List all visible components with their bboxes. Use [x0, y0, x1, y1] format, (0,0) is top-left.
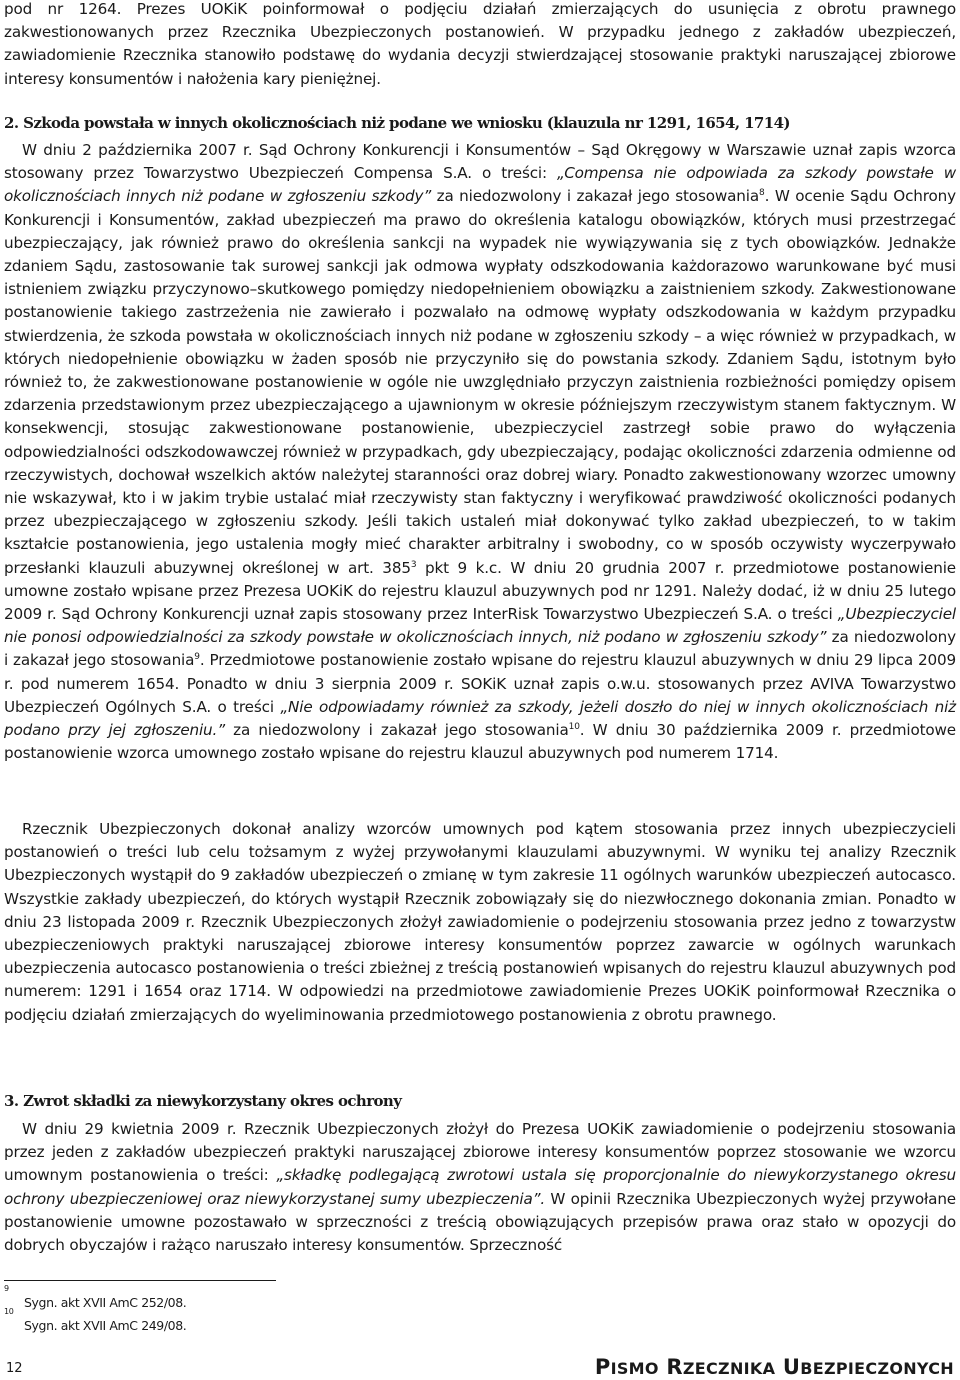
- quote-interrisk: „Ubezpieczyciel nie ponosi odpowiedzialności za szkody powstałe w okolicznościach innych, niż podano w zgłoszeniu szkody”: [4, 605, 956, 647]
- footnote-separator: [4, 1280, 276, 1281]
- section-3-heading: 3. Zwrot składki za niewykorzystany okres ochrony: [4, 1092, 402, 1110]
- section-2-heading: 2. Szkoda powstała w innych okolicznościach niż podane we wniosku (klauzula nr 1291, 1654, 1714): [4, 114, 790, 132]
- quote-aviva: „Nie odpowiadamy również za szkody, jeżeli doszło do niej w innych okolicznościach niż podano przy jej zgłoszeniu.”: [4, 697, 956, 740]
- paragraph-intro: pod nr 1264. Prezes UOKiK poinformował o podjęciu działań zmierzających do usunięcia z obrotu prawnego zakwestionowanych przez Rzecznika Ubezpieczonych postanowień. W przypadku jednego z zakładów ubezpieczeń, zawiadomienie Rzecznika stanowiło podstawę do wydania decyzji stwierdzającej stosowanie praktyki naruszającej zbiorowe interesy konsumentów i nałożenia kary pieniężnej.: [4, 0, 956, 88]
- section-2-paragraph-1: W dniu 2 października 2007 r. Sąd Ochrony Konkurencji i Konsumentów – Sąd Okręgowy w Warszawie uznał zapis wzorca stosowany przez Towarzystwo Ubezpieczeń Compensa S.A. o treści: „Compensa nie odpowiada za szkody powstałe w okolicznościach innych niż podane w zgłoszeniu szkody” za niedozwolony i zakazał jego stosowania$^8$. W ocenie Sądu Ochrony Konkurencji i Konsumentów, zakład ubezpieczeń ma prawo do określenia katalogu obowiązków, których musi przestrzegać ubezpieczający, jak również prawo do określenia sankcji na wypadek nie wywiązywania się z tych obowiązków. Jednakże zdaniem Sądu, zastosowanie tak surowej sankcji jak odmowa wypłaty odszkodowania każdorazowo warunkowane być musi istnieniem związku przyczynowo–skutkowego pomiędzy niedopełnieniem obowiązku a zaistnieniem szkody. Zakwestionowane postanowienie takiego zastrzeżenia nie zawierało i pozwalało na odmowę wypłaty odszkodowania w każdym przypadku stwierdzenia, że szkoda powstała w okolicznościach innych niż podane w zgłoszeniu szkody – a więc również w przypadkach, w których niedopełnienie obowiązku w żaden sposób nie przyczyniło się do powstania szkody. Zdaniem Sądu, istotnym było również to, że zakwestionowane postanowienie w ogóle nie uwzględniało przyczyn zaistnienia rozbieżności pomiędzy opisem zdarzenia przedstawionym przez ubezpieczającego a ujawnionym w okresie późniejszym rzeczywistym stanem faktycznym. W konsekwencji, stosując zakwestionowane postanowienie, ubezpieczyciel zastrzegł sobie prawo do wyłączenia odpowiedzialności odszkodowawczej również w przypadkach, gdy ubezpieczający, podając okoliczności zdarzenia odmienne od rzeczywistych, dochował wszelkich aktów należytej staranności oraz dobrej wiary. Ponadto zakwestionowany wzorzec umowny nie wskazywał, kto i w jakim trybie ustalać miał rzeczywisty stan faktyczny i weryfikować prawdziwość okoliczności podanych przez ubezpieczającego w zgłoszeniu szkody. Jeśli takich ustaleń miał dokonywać tylko zakład ubezpieczeń, to w takim kształcie postanowienia, jego ustalenia mogły mieć charakter arbitralny i swobodny, co w sposób oczywisty wyczerpywało przesłanki klauzuli abuzywnej określonej w art. $385^3$ pkt 9 k.c. W dniu 20 grudnia 2007 r. przedmiotowe postanowienie umowne zostało wpisane przez Prezesa UOKiK do rejestru klauzul abuzywnych pod nr 1291. Należy dodać, iż w dniu 25 lutego 2009 r. Sąd Ochrony Konkurencji uznał zapis stosowany przez InterRisk Towarzystwo Ubezpieczeń S.A. o treści „Ubezpieczyciel nie ponosi odpowiedzialności za szkody powstałe w okolicznościach innych, niż podano w zgłoszeniu szkody” za niedozwolony i zakazał jego stosowania$^9$. Przedmiotowe postanowienie zostało wpisane do rejestru klauzul abuzywnych w dniu 29 lipca 2009 r. pod numerem 1654. Ponadto w dniu 3 sierpnia 2009 r. SOKiK uznał zapis o.w.u. stosowanych przez AVIVA Towarzystwo Ubezpieczeń Ogólnych S.A. o treści „Nie odpowiadamy również za szkody, jeżeli doszło do niej w innych okolicznościach niż podano przy jej zgłoszeniu.” za niedozwolony i zakazał jego stosowania$^{10}$. W dniu 30 października 2009 r. przedmiotowe postanowienie wzorca umownego zostało wpisane do rejestru klauzul abuzywnych pod numerem 1714.: [4, 141, 956, 763]
- section-2-paragraph-2: Rzecznik Ubezpieczonych dokonał analizy wzorców umownych pod kątem stosowania przez innych ubezpieczycieli postanowień o treści lub celu tożsamym z wyżej przywołanymi klauzulami abuzywnymi. W wyniku tej analizy Rzecznik Ubezpieczonych wystąpił do 9 zakładów ubezpieczeń o zmianę w tym zakresie 11 ogólnych warunków ubezpieczeń autocasco. Wszystkie zakłady ubezpieczeń, do których wystąpił Rzecznik zobowiązały się do niezwłocznego dokonania zmian. Ponadto w dniu 23 listopada 2009 r. Rzecznik Ubezpieczonych złożył zawiadomienie o podejrzeniu stosowania przez jedno z towarzystw ubezpieczeniowych praktyki naruszającej zbiorowe interesy konsumentów poprzez zawarcie w ogólnych warunkach ubezpieczenia autocasco postanowienia o treści zbieżnej z treścią postanowień wpisanych do rejestru klauzul abuzywnych pod numerem: 1291 i 1654 oraz 1714. W odpowiedzi na przedmiotowe zawiadomienie Prezes UOKiK poinformował Rzecznika o podjęciu działań zmierzających do wyeliminowania przedmiotowego postanowienia z obrotu prawnego.: [4, 820, 956, 1024]
- superscript-3: 3: [410, 559, 417, 570]
- quote-skladka: „składkę podlegającą zwrotowi ustala się proporcjonalnie do niewykorzystanego okresu ochrony ubezpieczeniowej oraz niewykorzystanej sumy ubezpieczenia”.: [4, 1166, 956, 1208]
- quote-compensa: „Compensa nie odpowiada za szkody powstałe w okolicznościach innych niż podane w zgłoszeniu szkody”: [4, 164, 956, 206]
- footnote-ref-10: 10: [568, 722, 580, 733]
- running-footer: PISMO RZECZNIKA UBEZPIECZONYCH: [594, 1355, 954, 1379]
- section-3-paragraph-1: W dniu 29 kwietnia 2009 r. Rzecznik Ubezpieczonych złożył do Prezesa UOKiK zawiadomienie o podejrzeniu stosowania przez jeden z zakładów ubezpieczeń praktyki naruszającej zbiorowe interesy konsumentów poprzez stosowanie we wzorcu umownym postanowienia o treści: „składkę podlegającą zwrotowi ustala się proporcjonalnie do niewykorzystanego okresu ochrony ubezpieczeniowej oraz niewykorzystanej sumy ubezpieczenia”. W opinii Rzecznika Ubezpieczonych wyżej przywołane postanowienie umowne pozostawało w sprzeczności z treścią obowiązujących przepisów prawa oraz stało w opozycji do dobrych obyczajów i rażąco naruszało interesy konsumentów. Sprzeczność: [4, 1120, 956, 1255]
- page-number: 12: [6, 1361, 23, 1376]
- footnote-ref-8: 8: [758, 188, 765, 199]
- footnote-10: $^{10}$Sygn. akt XVII AmC 249/08.: [4, 1307, 187, 1333]
- footnote-ref-9: 9: [194, 652, 200, 663]
- footnote-9: $^9$Sygn. akt XVII AmC 252/08.: [4, 1284, 187, 1310]
